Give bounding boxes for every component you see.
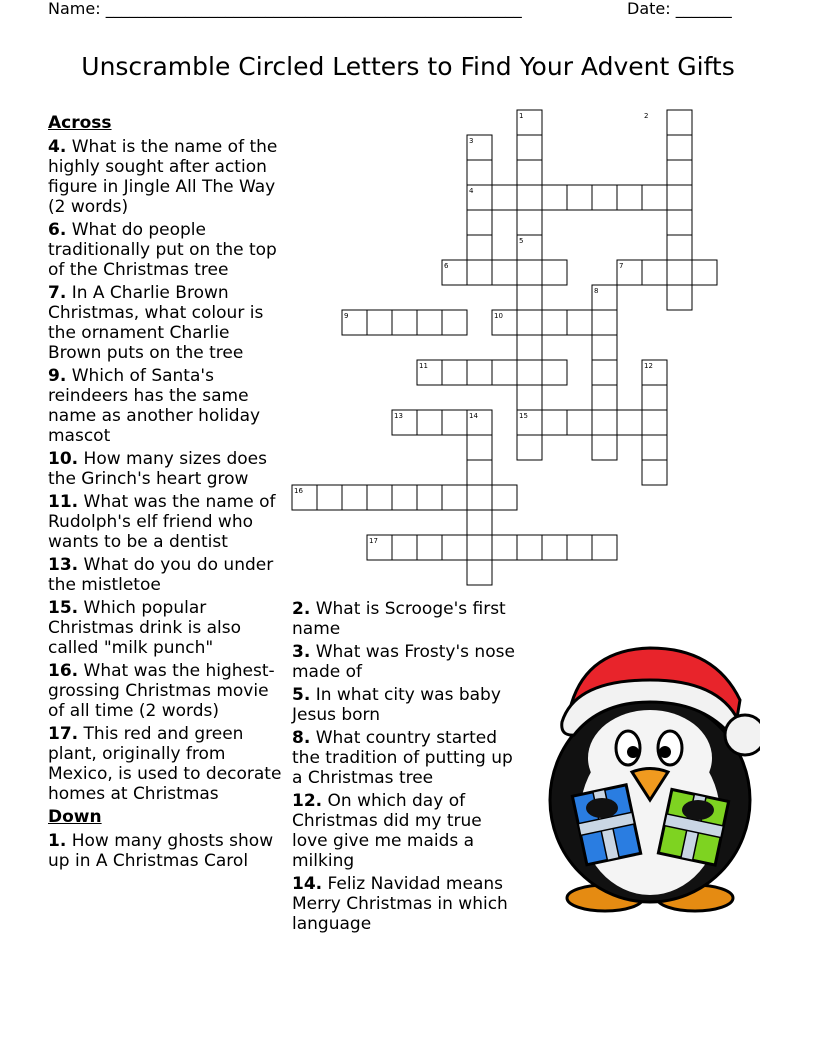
clue-text: In what city was baby Jesus born bbox=[292, 685, 501, 725]
grid-cell[interactable] bbox=[467, 210, 492, 235]
grid-cell[interactable] bbox=[592, 335, 617, 360]
grid-cell[interactable] bbox=[467, 260, 492, 285]
penguin-santa-illustration bbox=[540, 640, 760, 920]
grid-cell[interactable] bbox=[592, 535, 617, 560]
grid-number: 14 bbox=[469, 412, 478, 420]
clue-item bbox=[48, 555, 283, 595]
grid-cell[interactable] bbox=[517, 185, 542, 210]
grid-number: 2 bbox=[644, 112, 649, 120]
grid-cell[interactable] bbox=[467, 160, 492, 185]
clue-text: What was Frosty's nose made of bbox=[292, 642, 515, 682]
grid-cell[interactable] bbox=[492, 360, 517, 385]
grid-cell[interactable] bbox=[642, 260, 667, 285]
grid-cell[interactable] bbox=[517, 435, 542, 460]
grid-cell[interactable] bbox=[492, 260, 517, 285]
grid-number: 13 bbox=[394, 412, 403, 420]
grid-cell[interactable] bbox=[442, 535, 467, 560]
grid-cell[interactable] bbox=[542, 535, 567, 560]
grid-number: 11 bbox=[419, 362, 428, 370]
grid-cell[interactable] bbox=[317, 485, 342, 510]
grid-cell[interactable] bbox=[417, 485, 442, 510]
grid-cell[interactable] bbox=[517, 385, 542, 410]
grid-cell[interactable] bbox=[667, 235, 692, 260]
clue-text: In A Charlie Brown Christmas, what colour is the ornament Charlie Brown puts on the tree bbox=[48, 283, 264, 363]
clue-text: What country started the tradition of putting up a Christmas tree bbox=[292, 728, 513, 788]
clue-text: What do you do under the mistletoe bbox=[48, 555, 274, 595]
grid-number: 4 bbox=[469, 187, 474, 195]
grid-cell[interactable] bbox=[667, 160, 692, 185]
grid-cell[interactable] bbox=[592, 435, 617, 460]
clue-number: 7. bbox=[48, 283, 67, 303]
grid-cell[interactable] bbox=[542, 185, 567, 210]
clue-number: 6. bbox=[48, 220, 67, 240]
grid-cell[interactable] bbox=[592, 185, 617, 210]
grid-cell[interactable] bbox=[517, 160, 542, 185]
grid-cell[interactable] bbox=[567, 310, 592, 335]
clue-text: Which popular Christmas drink is also called "milk punch" bbox=[48, 598, 242, 658]
clue-number: 12. bbox=[292, 791, 323, 811]
clue-number: 2. bbox=[292, 599, 311, 619]
grid-cell[interactable] bbox=[467, 360, 492, 385]
grid-number: 7 bbox=[619, 262, 624, 270]
grid-cell[interactable] bbox=[592, 410, 617, 435]
clue-item bbox=[48, 831, 283, 871]
grid-cell[interactable] bbox=[642, 385, 667, 410]
grid-cell[interactable] bbox=[392, 310, 417, 335]
grid-cell[interactable] bbox=[667, 260, 692, 285]
clue-number: 3. bbox=[292, 642, 311, 662]
grid-cell[interactable] bbox=[542, 310, 567, 335]
grid-number: 8 bbox=[594, 287, 599, 295]
clue-text: Which of Santa's reindeers has the same name as another holiday mascot bbox=[48, 366, 261, 446]
name-line[interactable]: ____________________________________________________ bbox=[105, 0, 522, 18]
penguin-right-pupil bbox=[659, 746, 671, 758]
grid-cell[interactable] bbox=[467, 435, 492, 460]
grid-cell[interactable] bbox=[367, 485, 392, 510]
clues-left-column bbox=[48, 113, 283, 874]
grid-cell[interactable] bbox=[617, 410, 642, 435]
clue-number: 16. bbox=[48, 661, 79, 681]
clue-item bbox=[48, 661, 283, 721]
clue-text: On which day of Christmas did my true love give me maids a milking bbox=[292, 791, 482, 871]
grid-cell[interactable] bbox=[417, 410, 442, 435]
clue-text: How many ghosts show up in A Christmas Carol bbox=[48, 831, 274, 871]
down-heading: Down bbox=[48, 807, 102, 827]
grid-cell[interactable] bbox=[642, 435, 667, 460]
clue-item bbox=[48, 724, 283, 804]
grid-cell[interactable] bbox=[467, 535, 492, 560]
down-clue-list bbox=[48, 831, 283, 871]
clue-number: 10. bbox=[48, 449, 79, 469]
across-clue-list bbox=[48, 137, 283, 804]
grid-cell[interactable] bbox=[667, 110, 692, 135]
grid-cell[interactable] bbox=[442, 485, 467, 510]
santa-hat-pompom bbox=[725, 715, 760, 755]
grid-cell[interactable] bbox=[467, 560, 492, 585]
clue-number: 14. bbox=[292, 874, 323, 894]
clue-number: 8. bbox=[292, 728, 311, 748]
grid-cell[interactable] bbox=[442, 360, 467, 385]
clue-text: What do people traditionally put on the top of the Christmas tree bbox=[48, 220, 277, 280]
clue-item bbox=[292, 685, 522, 725]
grid-number: 3 bbox=[469, 137, 474, 145]
grid-cell[interactable] bbox=[417, 535, 442, 560]
clue-item bbox=[48, 492, 283, 552]
name-label: Name: bbox=[48, 0, 101, 18]
clue-number: 17. bbox=[48, 724, 79, 744]
clue-item bbox=[292, 642, 522, 682]
grid-cell[interactable] bbox=[517, 310, 542, 335]
grid-cell[interactable] bbox=[417, 310, 442, 335]
grid-number: 15 bbox=[519, 412, 528, 420]
clue-text: What was the highest-grossing Christmas movie of all time (2 words) bbox=[48, 661, 275, 721]
penguin-left-pupil bbox=[627, 746, 639, 758]
grid-cell[interactable] bbox=[592, 385, 617, 410]
grid-cell[interactable] bbox=[342, 485, 367, 510]
grid-cell[interactable] bbox=[492, 485, 517, 510]
grid-number: 5 bbox=[519, 237, 524, 245]
grid-number: 9 bbox=[344, 312, 349, 320]
down-clue-list-continued bbox=[292, 599, 522, 934]
grid-cell[interactable] bbox=[692, 260, 717, 285]
grid-cell[interactable] bbox=[567, 410, 592, 435]
clue-item bbox=[48, 220, 283, 280]
grid-cell[interactable] bbox=[442, 410, 467, 435]
clue-text: Feliz Navidad means Merry Christmas in which language bbox=[292, 874, 508, 934]
grid-cell[interactable] bbox=[467, 485, 492, 510]
grid-cell[interactable] bbox=[567, 185, 592, 210]
grid-cell[interactable] bbox=[367, 310, 392, 335]
grid-cell[interactable] bbox=[492, 185, 517, 210]
clue-text: What is Scrooge's first name bbox=[292, 599, 506, 639]
page-title: Unscramble Circled Letters to Find Your Advent Gifts bbox=[81, 52, 735, 81]
penguin-right-flipper bbox=[682, 800, 714, 820]
grid-cell[interactable] bbox=[517, 210, 542, 235]
clue-text: This red and green plant, originally from Mexico, is used to decorate homes at Christmas bbox=[48, 724, 282, 804]
grid-cell[interactable] bbox=[542, 410, 567, 435]
clue-text: What was the name of Rudolph's elf friend who wants to be a dentist bbox=[48, 492, 276, 552]
grid-cell[interactable] bbox=[592, 310, 617, 335]
grid-cell[interactable] bbox=[517, 335, 542, 360]
across-heading: Across bbox=[48, 113, 112, 133]
grid-cell[interactable] bbox=[517, 260, 542, 285]
grid-cell[interactable] bbox=[667, 135, 692, 160]
grid-cell[interactable] bbox=[642, 410, 667, 435]
grid-cell[interactable] bbox=[392, 535, 417, 560]
clue-item bbox=[48, 283, 283, 363]
clue-item bbox=[292, 874, 522, 934]
date-label: Date: bbox=[627, 0, 671, 18]
clue-item bbox=[292, 791, 522, 871]
grid-cell[interactable] bbox=[467, 460, 492, 485]
clue-item bbox=[48, 137, 283, 217]
clues-mid-column bbox=[292, 599, 522, 937]
grid-cell[interactable] bbox=[667, 185, 692, 210]
clue-text: How many sizes does the Grinch's heart grow bbox=[48, 449, 267, 489]
clue-number: 5. bbox=[292, 685, 311, 705]
grid-cell[interactable] bbox=[517, 285, 542, 310]
clue-item bbox=[292, 728, 522, 788]
grid-cell[interactable] bbox=[542, 260, 567, 285]
clue-number: 13. bbox=[48, 555, 79, 575]
clue-item bbox=[48, 449, 283, 489]
grid-number: 6 bbox=[444, 262, 449, 270]
clue-item bbox=[292, 599, 522, 639]
grid-cell[interactable] bbox=[642, 185, 667, 210]
grid-cell[interactable] bbox=[392, 485, 417, 510]
clue-item bbox=[48, 366, 283, 446]
grid-cell[interactable] bbox=[667, 285, 692, 310]
clue-text: What is the name of the highly sought after action figure in Jingle All The Way (2 words) bbox=[48, 137, 278, 217]
grid-cell[interactable] bbox=[567, 535, 592, 560]
grid-number: 10 bbox=[494, 312, 503, 320]
grid-cell[interactable] bbox=[592, 360, 617, 385]
grid-cell[interactable] bbox=[542, 360, 567, 385]
clue-number: 1. bbox=[48, 831, 67, 851]
clue-number: 4. bbox=[48, 137, 67, 157]
grid-cell[interactable] bbox=[492, 535, 517, 560]
grid-cell[interactable] bbox=[617, 185, 642, 210]
grid-number: 16 bbox=[294, 487, 303, 495]
grid-number: 17 bbox=[369, 537, 378, 545]
grid-cell[interactable] bbox=[667, 210, 692, 235]
grid-cell[interactable] bbox=[517, 360, 542, 385]
grid-number: 12 bbox=[644, 362, 653, 370]
grid-cell[interactable] bbox=[642, 460, 667, 485]
grid-cell[interactable] bbox=[517, 135, 542, 160]
penguin-left-flipper bbox=[586, 798, 618, 818]
grid-cell[interactable] bbox=[442, 310, 467, 335]
grid-cell[interactable] bbox=[467, 235, 492, 260]
clue-number: 9. bbox=[48, 366, 67, 386]
grid-cell[interactable] bbox=[517, 535, 542, 560]
date-line[interactable]: _______ bbox=[675, 0, 732, 18]
clue-number: 15. bbox=[48, 598, 79, 618]
grid-cell[interactable] bbox=[467, 510, 492, 535]
clue-number: 11. bbox=[48, 492, 79, 512]
clue-item bbox=[48, 598, 283, 658]
grid-number: 1 bbox=[519, 112, 524, 120]
